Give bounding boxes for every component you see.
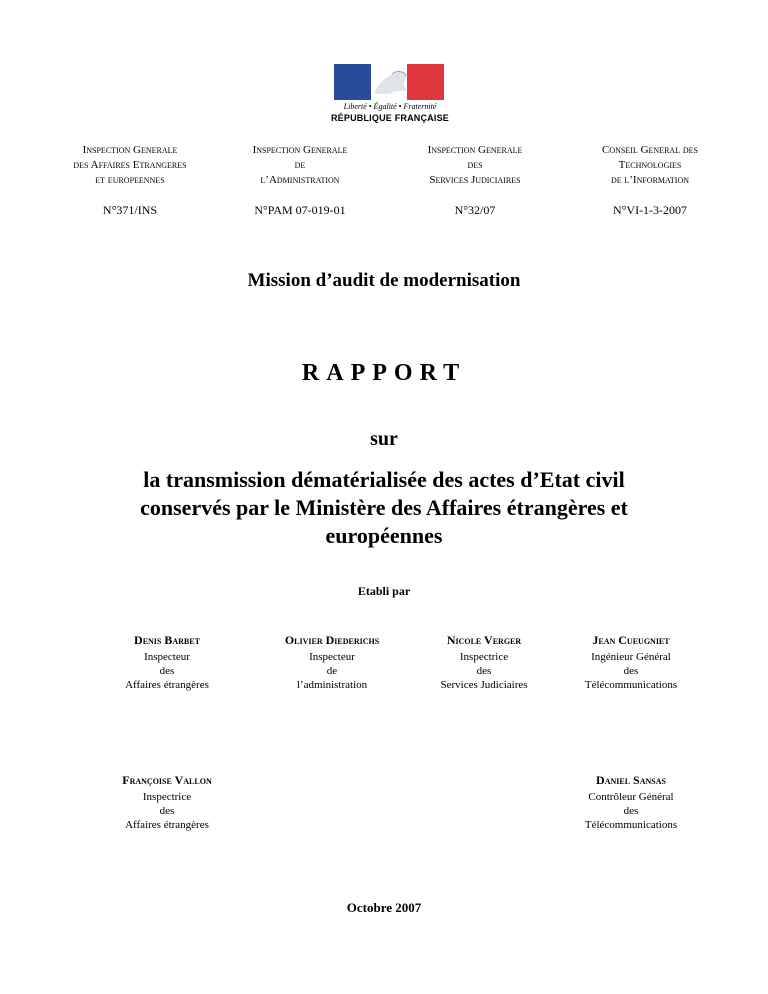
author-1-role-1: Inspecteur — [144, 651, 190, 663]
logo-motto: Liberté • Égalité • Fraternité — [343, 102, 437, 111]
org-1-line-1: Inspection Generale — [82, 144, 178, 156]
author-3 — [399, 633, 569, 692]
author-1-role-2: des — [159, 665, 175, 677]
author-6-role-2: des — [623, 805, 639, 817]
established-by: Etabli par — [357, 584, 411, 598]
report-subject — [70, 466, 698, 550]
org-2-line-2: de — [294, 159, 306, 171]
subject-line-2: conservés par le Ministère des Affaires étrangères et — [140, 495, 628, 520]
org-3-line-2: des — [467, 159, 483, 171]
report-sur: sur — [370, 428, 398, 450]
author-2 — [247, 633, 417, 692]
org-3-line-3: Services Judiciaires — [429, 174, 521, 186]
report-date: Octobre 2007 — [346, 900, 422, 915]
author-1-role-3: Affaires étrangères — [125, 679, 209, 691]
author-4-role-3: Télécommunications — [584, 679, 678, 691]
author-5-role-3: Affaires étrangères — [125, 819, 209, 831]
author-2-name: Olivier Diederichs — [284, 633, 380, 647]
org-4-line-3: de l’Information — [610, 174, 690, 186]
author-4-name: Jean Cueugniet — [592, 633, 670, 647]
author-1 — [82, 633, 252, 692]
org-2-line-1: Inspection Generale — [252, 144, 348, 156]
mission-title: Mission d’audit de modernisation — [247, 270, 521, 291]
org-4-line-1: Conseil General des — [602, 144, 698, 156]
org-2-number: N°PAM 07-019-01 — [254, 203, 346, 217]
author-3-role-1: Inspectrice — [459, 651, 509, 663]
author-6-role-1: Contrôleur Général — [588, 791, 674, 803]
org-1-number: N°371/INS — [102, 203, 158, 217]
org-1 — [40, 143, 220, 188]
author-5-role-2: des — [159, 805, 175, 817]
author-4 — [546, 633, 716, 692]
author-3-role-3: Services Judiciaires — [440, 679, 528, 691]
author-6-role-3: Télécommunications — [584, 819, 678, 831]
org-1-line-3: et europeennes — [95, 174, 165, 186]
org-2-line-3: l’Administration — [260, 174, 340, 186]
org-4-number: N°VI-1-3-2007 — [612, 203, 688, 217]
logo-republic: RÉPUBLIQUE FRANÇAISE — [330, 113, 449, 123]
author-3-role-2: des — [476, 665, 492, 677]
author-5 — [82, 773, 252, 832]
org-4 — [560, 143, 740, 188]
author-4-role-1: Ingénieur Général — [591, 651, 671, 663]
subject-line-1: la transmission dématérialisée des actes d’Etat civil — [143, 467, 625, 492]
author-2-role-2: de — [326, 665, 338, 677]
author-4-role-2: des — [623, 665, 639, 677]
org-4-line-2: Technologies — [618, 159, 682, 171]
subject-line-3: européennes — [325, 523, 443, 548]
report-title: RAPPORT — [301, 360, 467, 386]
org-3-number: N°32/07 — [454, 203, 496, 217]
author-5-name: Françoise Vallon — [122, 773, 212, 787]
org-2 — [210, 143, 390, 188]
org-3 — [385, 143, 565, 188]
author-3-name: Nicole Verger — [446, 633, 522, 647]
author-2-role-3: l’administration — [296, 679, 368, 691]
author-1-name: Denis Barbet — [134, 633, 200, 647]
author-6-name: Daniel Sansas — [596, 773, 666, 787]
author-6 — [546, 773, 716, 832]
author-5-role-1: Inspectrice — [142, 791, 192, 803]
author-2-role-1: Inspecteur — [309, 651, 355, 663]
org-1-line-2: des Affaires Etrangeres — [73, 159, 187, 171]
org-3-line-1: Inspection Generale — [427, 144, 523, 156]
